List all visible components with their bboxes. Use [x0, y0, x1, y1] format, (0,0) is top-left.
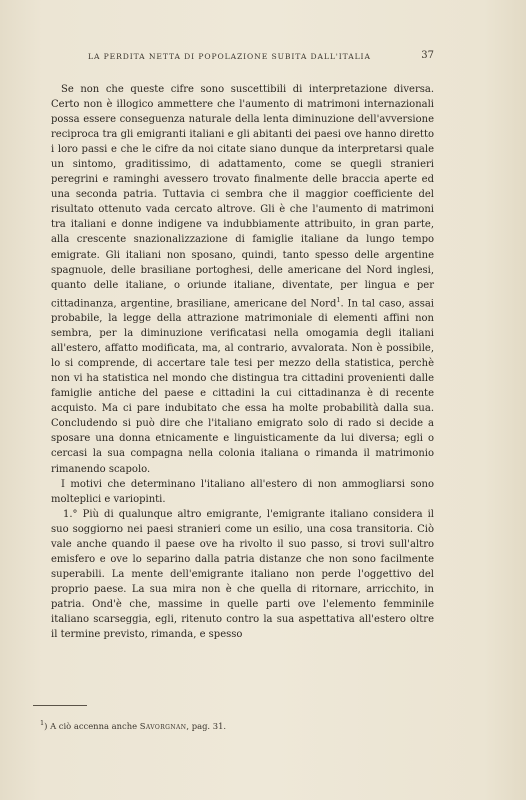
footnote-text-after: , pag. 31.	[186, 720, 227, 731]
paragraph-1	[51, 82, 434, 477]
footnote-text-before: ) A ciò accenna anche	[44, 720, 140, 731]
page-number: 37	[421, 50, 434, 61]
body-text	[51, 82, 434, 642]
footnote-marker: 1	[40, 719, 45, 727]
paragraph-1-part-a: Se non che queste cifre sono suscettibili di interpretazione diversa. Certo non è illogico ammettere che l'aumento di matrimoni internazionali possa essere conseguenza naturale della lenta diminuzione dell'avversione reciproca tra gli emigranti italiani e gli abitanti dei paesi ove hanno diretto i loro passi e che le cifre da noi citate siano dunque da interpretarsi quale un sintomo, graditissimo, di adattamento, come se quegli stranieri peregrini e raminghi avessero trovato finalmente delle braccia aperte ed una seconda patria. Tuttavia ci sembra che il maggior coefficiente del risultato ottenuto vada cercato altrove. Gli è che l'aumento di matrimoni tra italiani e donne indigene va indubbiamente attribuito, in gran parte, alla crescente snazionalizzazione di famiglie italiane da lungo tempo emigrate. Gli italiani non sposano, quindi, tanto spesso delle argentine spagnuole, delle brasiliane portoghesi, delle americane del Nord inglesi, quanto delle italiane, o oriunde italiane, diventate, per lingua e per cittadinanza, argentine, brasiliane, americane del Nord	[51, 84, 434, 309]
paragraph-3: 1.° Più di qualunque altro emigrante, l'emigrante italiano considera il suo soggiorno nei paesi stranieri come un esilio, una cosa transitoria. Ciò vale anche quando il paese ove ha rivolto il suo passo, si trovi sull'altro emisfero e ove lo separino dalla patria distanze che non sono facilmente superabili. La mente dell'emigrante italiano non perde l'oggettivo del proprio paese. La sua mira non è che quella di ritornare, arricchito, in patria. Ond'è che, massime in quelle parti ove l'elemento femminile italiano scarseggia, egli, ritenuto contro la sua aspettativa all'estero oltre il termine previsto, rimanda, e spesso	[51, 508, 434, 641]
footnote	[40, 719, 430, 731]
footnote-reference: 1	[336, 295, 341, 304]
footnote-author: Savorgnan	[139, 720, 187, 731]
footnote-divider	[33, 705, 87, 706]
paragraph-2: I motivi che determinano l'italiano all'estero di non ammogliarsi sono molteplici e variopinti.	[51, 478, 434, 505]
paragraph-1-part-b: . In tal caso, assai probabile, la legge della attrazione matrimoniale di elementi affini non sembra, per la diminuzione verificatasi nella omogamia degli italiani all'estero, affatto modificata, ma, al contrario, avvalorata. Non è possibile, lo si comprende, di accertare tale tesi per mezzo della statistica, perchè non vi ha statistica nel mondo che distingua tra cittadini provenienti dalle famiglie antiche del paese e cittadini la cui cittadinanza è di recente acquisto. Ma ci pare indubitato che essa ha molte probabilità dalla sua. Concludendo si può dire che l'italiano emigrato solo di rado si decide a sposare una donna etnicamente e linguisticamente da lui diversa; egli o cercasi la sua compagna nella colonia italiana o rimanda il matrimonio rimanendo scapolo.	[51, 297, 434, 475]
running-header: LA PERDITA NETTA DI POPOLAZIONE SUBITA DALL'ITALIA	[88, 52, 371, 61]
